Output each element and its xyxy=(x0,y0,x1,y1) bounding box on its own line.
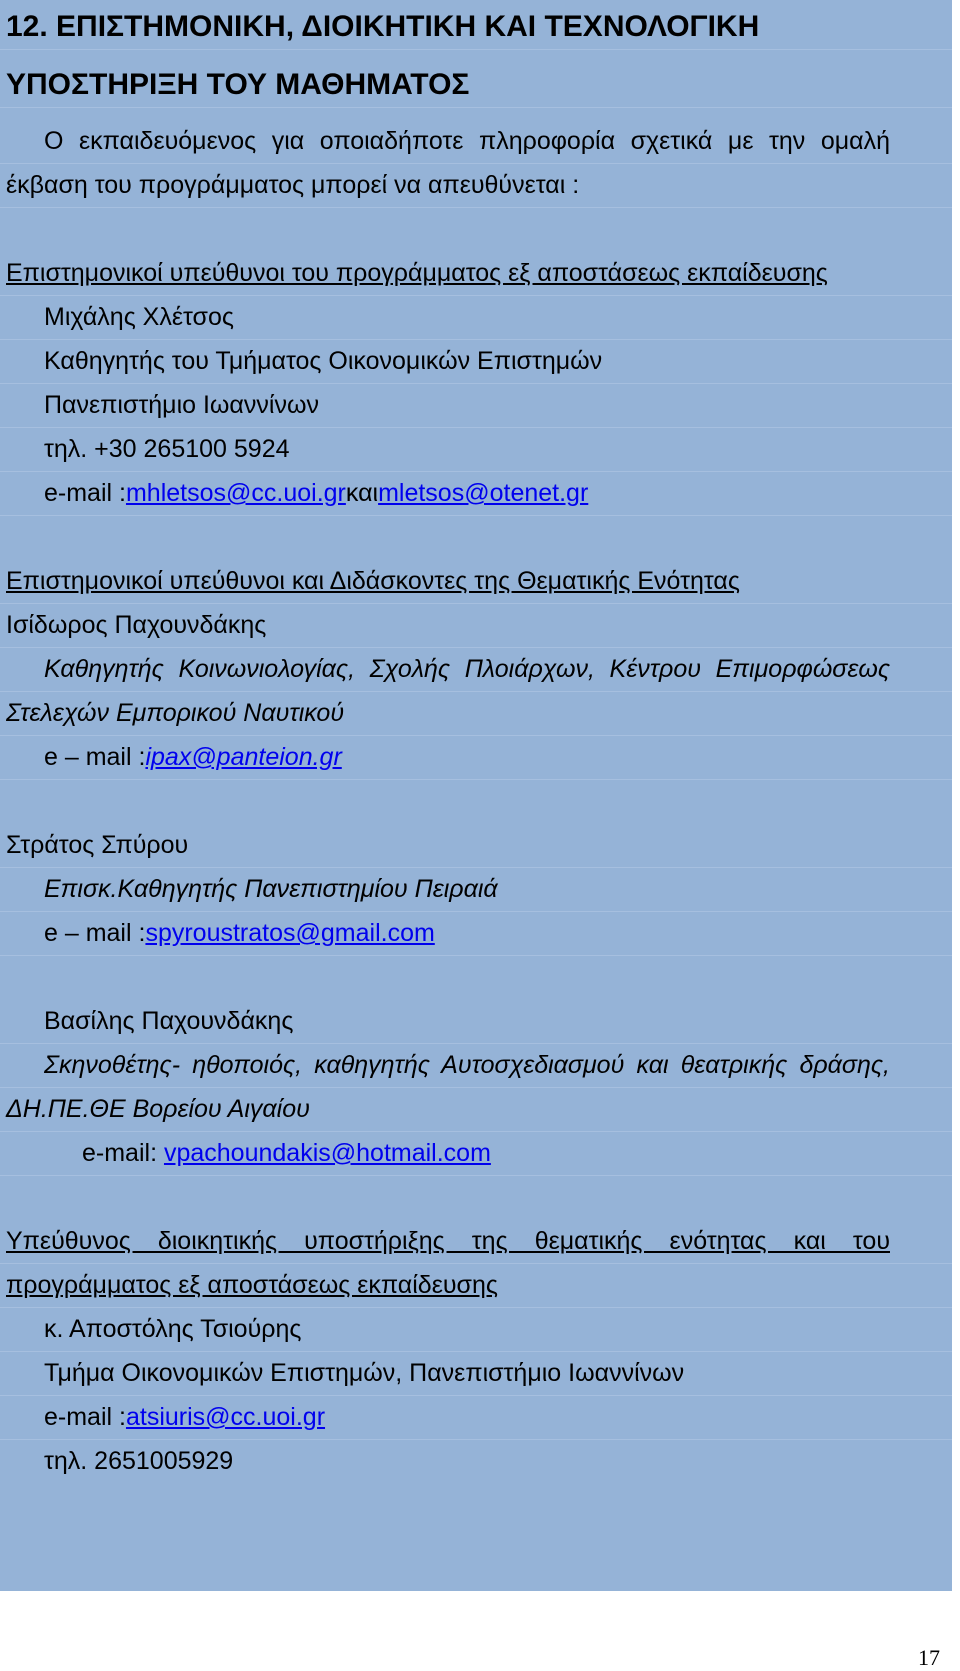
lead-role: Καθηγητής του Τμήματος Οικονομικών Επιστημών xyxy=(0,338,952,384)
instructor1-role-line2: Στελεχών Εμπορικού Ναυτικού xyxy=(0,690,952,736)
instructor3-role-line1: Σκηνοθέτης- ηθοποιός, καθηγητής Αυτοσχεδιασμού και θεατρικής δράσης, xyxy=(0,1042,952,1088)
instructor2-email-link[interactable]: spyroustratos@gmail.com xyxy=(145,919,435,947)
admin-phone: τηλ. 2651005929 xyxy=(44,1447,234,1475)
lead-email-link-1[interactable]: mhletsos@cc.uoi.gr xyxy=(125,479,346,507)
admin-email-row xyxy=(0,1394,952,1440)
lead-phone: τηλ. +30 265100 5924 xyxy=(0,426,952,472)
instructor1-email-link[interactable]: ipax@panteion.gr xyxy=(145,743,342,771)
admin-heading-line1: Υπεύθυνος διοικητικής υποστήριξης της θεματικής ενότητας και του xyxy=(0,1218,952,1264)
lead-email-row xyxy=(0,470,952,516)
instructor3-email-label: e-mail: xyxy=(82,1139,164,1167)
instructor2-role: Επισκ.Καθηγητής Πανεπιστημίου Πειραιά xyxy=(0,866,952,912)
admin-department: Τμήμα Οικονομικών Επιστημών, Πανεπιστήμιο Ιωαννίνων xyxy=(0,1350,952,1396)
lead-name: Μιχάλης Χλέτσος xyxy=(0,294,952,340)
lead-institution: Πανεπιστήμιο Ιωαννίνων xyxy=(0,382,952,428)
admin-email-label: e-mail : xyxy=(44,1403,126,1431)
instructor3-email-link[interactable]: vpachoundakis@hotmail.com xyxy=(163,1139,491,1167)
admin-heading-line2: προγράμματος εξ αποστάσεως εκπαίδευσης xyxy=(0,1262,952,1308)
instructor2-email-row xyxy=(0,910,952,956)
section-title-line2: ΥΠΟΣΤΗΡΙΞΗ ΤΟΥ ΜΑΘΗΜΑΤΟΣ xyxy=(0,62,952,108)
lead-email-label: e-mail : xyxy=(44,479,126,507)
section-title-line1: 12. ΕΠΙΣΤΗΜΟΝΙΚΗ, ΔΙΟΙΚΗΤΙΚΗ ΚΑΙ ΤΕΧΝΟΛΟΓΙΚΗ xyxy=(0,4,952,50)
instructor3-email-row xyxy=(0,1130,952,1176)
admin-name: κ. Αποστόλης Τσιούρης xyxy=(0,1306,952,1352)
instructor1-role-line1: Καθηγητής Κοινωνιολογίας, Σχολής Πλοιάρχων, Κέντρου Επιμορφώσεως xyxy=(0,646,952,692)
admin-email-link[interactable]: atsiuris@cc.uoi.gr xyxy=(125,1403,326,1431)
intro-line1: Ο εκπαιδευόμενος για οποιαδήποτε πληροφορία σχετικά με την ομαλή xyxy=(0,118,952,164)
scientific-leads-heading: Επιστημονικοί υπεύθυνοι του προγράμματος εξ αποστάσεως εκπαίδευσης xyxy=(0,250,952,296)
instructor3-role-line2: ΔΗ.ΠΕ.ΘΕ Βορείου Αιγαίου xyxy=(0,1086,952,1132)
lead-email-link-2[interactable]: mletsos@otenet.gr xyxy=(378,479,589,507)
instructor2-email-label: e – mail : xyxy=(44,919,146,947)
instructor1-email-row xyxy=(0,734,952,780)
instructor1-name: Ισίδωρος Παχουνδάκης xyxy=(0,602,952,648)
page-number: 17 xyxy=(918,1645,940,1670)
instructors-heading: Επιστημονικοί υπεύθυνοι και Διδάσκοντες της Θεματικής Ενότητας xyxy=(0,558,952,604)
instructor3-name: Βασίλης Παχουνδάκης xyxy=(0,998,952,1044)
instructor2-name: Στράτος Σπύρου xyxy=(0,822,952,868)
lead-email-connector: και xyxy=(345,479,379,507)
instructor1-email-label: e – mail : xyxy=(44,743,146,771)
intro-line2: έκβαση του προγράμματος μπορεί να απευθύνεται : xyxy=(0,162,952,208)
